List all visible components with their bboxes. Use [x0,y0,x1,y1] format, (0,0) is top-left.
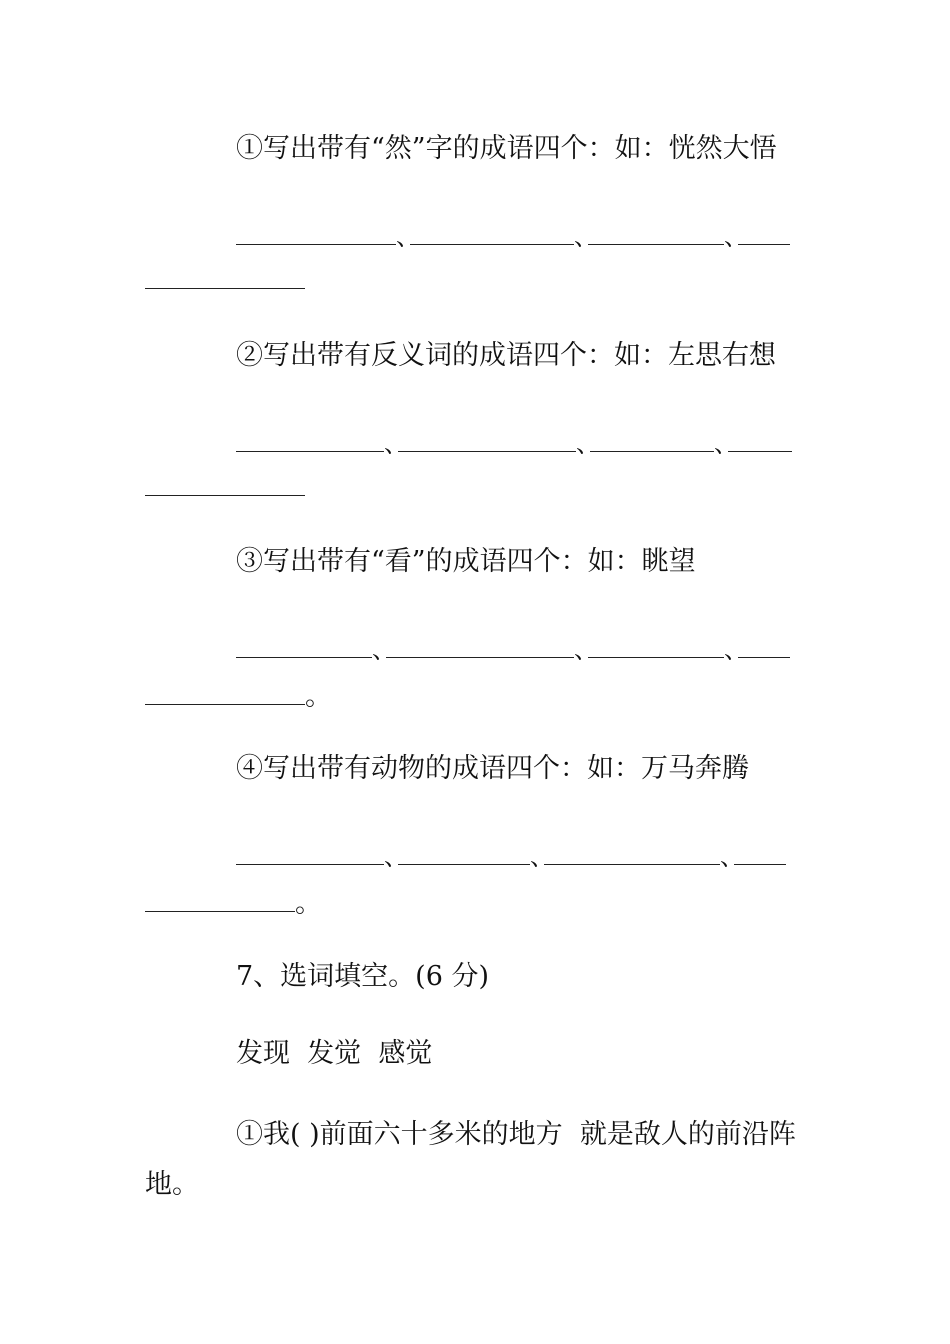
answer-blank-continued[interactable] [145,889,295,912]
q1-prompt: ①写出带有“然”字的成语四个：如：恍然大悟 [236,133,777,164]
word-choices: 发现 发觉 感觉 [236,1038,433,1069]
answer-blank[interactable] [236,429,384,452]
q1-blanks-cont [145,264,305,298]
answer-blank[interactable] [398,842,530,865]
sentence1-line2: 地。 [145,1169,199,1200]
q3-prompt: ③写出带有“看”的成语四个：如：眺望 [236,546,696,577]
q1-blanks-row [236,220,790,254]
section7-heading: 7、选词填空。(6 分) [236,961,490,992]
q4-blanks-row [236,840,786,874]
q2-blanks-row [236,427,792,461]
answer-blank-continued[interactable] [145,473,305,496]
answer-blank[interactable] [410,222,574,245]
separator: 、 [724,223,748,251]
answer-blank[interactable] [544,842,720,865]
answer-blank[interactable] [236,222,396,245]
end-mark: 。 [295,888,322,919]
q2-blanks-cont [145,471,305,505]
answer-blank[interactable] [728,429,792,452]
answer-blank[interactable] [236,635,372,658]
q3-blanks-row [236,633,790,667]
answer-blank[interactable] [738,635,790,658]
answer-blank[interactable] [588,222,724,245]
answer-blank[interactable] [738,222,790,245]
separator: 、 [574,223,598,251]
separator: 、 [384,430,408,458]
separator: 、 [396,223,420,251]
q2-prompt: ②写出带有反义词的成语四个：如：左思右想 [236,340,776,371]
q4-prompt: ④写出带有动物的成语四个：如：万马奔腾 [236,753,749,784]
separator: 、 [384,843,408,871]
answer-blank[interactable] [588,635,724,658]
separator: 、 [724,636,748,664]
answer-blank-continued[interactable] [145,266,305,289]
separator: 、 [530,843,554,871]
answer-blank[interactable] [386,635,574,658]
answer-blank[interactable] [236,842,384,865]
answer-blank[interactable] [734,842,786,865]
answer-blank-continued[interactable] [145,682,305,705]
answer-blank[interactable] [590,429,714,452]
separator: 、 [714,430,738,458]
separator: 、 [372,636,396,664]
answer-blank[interactable] [398,429,576,452]
end-mark: 。 [305,681,332,712]
separator: 、 [576,430,600,458]
separator: 、 [720,843,744,871]
q4-blanks-cont [145,887,322,921]
q3-blanks-cont [145,680,332,714]
separator: 、 [574,636,598,664]
sentence1-line1: ①我( )前面六十多米的地方 就是敌人的前沿阵 [236,1119,796,1150]
